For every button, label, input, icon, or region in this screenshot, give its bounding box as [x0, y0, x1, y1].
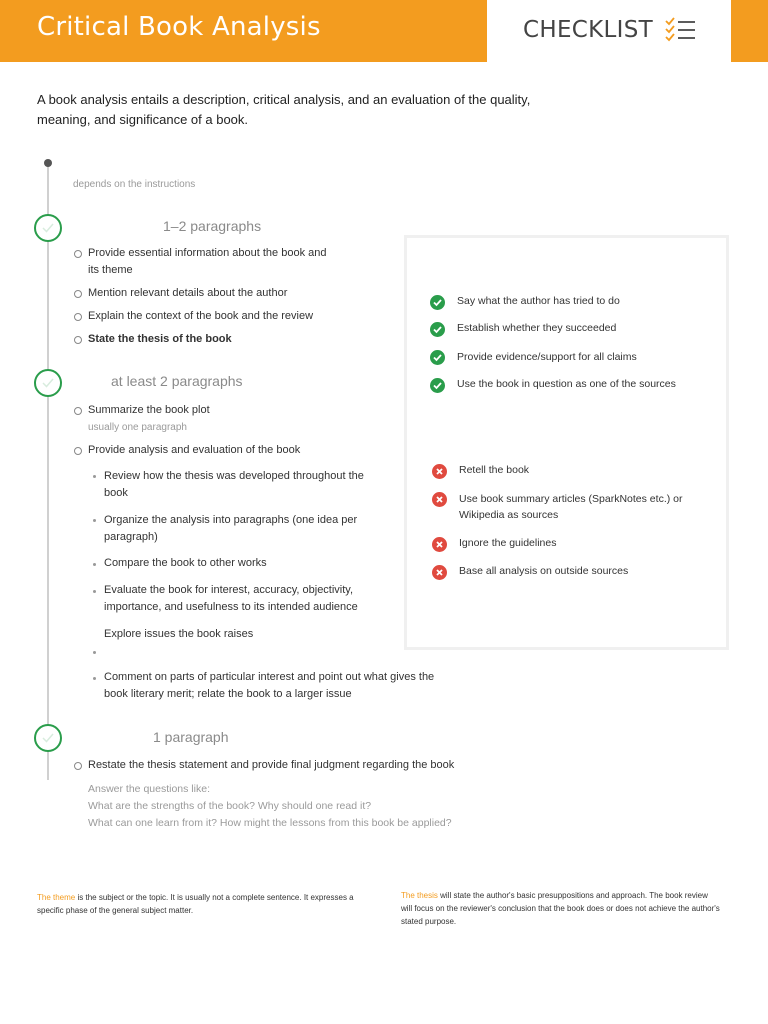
sub-list-item: Explore issues the book raises	[104, 628, 254, 640]
donts-item: Use book summary articles (SparkNotes etc.) or Wikipedia as sources	[459, 493, 683, 521]
footnote-thesis	[401, 889, 721, 928]
dos-item: Provide evidence/support for all claims	[457, 351, 637, 363]
list-item: Provide essential information about the book and its theme	[88, 247, 327, 276]
timeline-line	[47, 163, 49, 780]
dos-item: Use the book in question as one of the sources	[457, 378, 676, 390]
bullet-icon	[93, 677, 96, 680]
ring-icon	[74, 407, 82, 415]
ring-icon	[74, 250, 82, 258]
section-label-body: at least 2 paragraphs	[111, 373, 243, 389]
cross-circle-icon	[432, 464, 447, 479]
checklist-box	[487, 0, 731, 62]
checklist-label: CHECKLIST	[523, 17, 653, 43]
sub-list-item: Organize the analysis into paragraphs (one idea per paragraph)	[104, 514, 358, 543]
sub-list-item: Review how the thesis was developed throughout the book	[104, 470, 364, 499]
sub-list-item: Comment on parts of particular interest and point out what gives the book literary merit; relate the book to a larger issue	[104, 671, 435, 700]
timeline-start-dot	[44, 159, 52, 167]
check-circle-icon	[430, 378, 445, 393]
bullet-icon	[93, 590, 96, 593]
intro-text: A book analysis entails a description, critical analysis, and an evaluation of the quality, meaning, and significance of a book.	[37, 92, 531, 127]
note-line: Answer the questions like:	[88, 783, 210, 795]
list-item: Summarize the book plot	[88, 404, 210, 416]
bullet-icon	[93, 519, 96, 522]
bullet-icon	[93, 475, 96, 478]
footnote-text: is the subject or the topic. It is usually not a complete sentence. It expresses a specific phase of the general subject matter.	[37, 893, 354, 915]
dos-item: Establish whether they succeeded	[457, 322, 617, 334]
footnote-term: The theme	[37, 893, 76, 902]
cross-circle-icon	[432, 565, 447, 580]
donts-item: Retell the book	[459, 464, 530, 476]
footnote-term: The thesis	[401, 891, 438, 900]
item-note: usually one paragraph	[88, 422, 187, 433]
ring-icon	[74, 336, 82, 344]
check-circle-icon	[430, 350, 445, 365]
dos-item: Say what the author has tried to do	[457, 295, 620, 307]
page-title: Critical Book Analysis	[37, 12, 321, 42]
header-bar	[0, 0, 768, 62]
cross-circle-icon	[432, 492, 447, 507]
cross-circle-icon	[432, 537, 447, 552]
sub-list-item: Compare the book to other works	[104, 557, 267, 569]
bullet-icon	[93, 651, 96, 654]
footnote-theme	[37, 891, 377, 917]
sub-list-item: Evaluate the book for interest, accuracy, objectivity, importance, and usefulness to its intended audience	[104, 584, 358, 613]
section-label-conclusion: 1 paragraph	[153, 729, 229, 745]
ring-icon	[74, 290, 82, 298]
ring-icon	[74, 447, 82, 455]
donts-item: Base all analysis on outside sources	[459, 565, 629, 577]
stage-check-icon	[34, 214, 62, 242]
checklist-icon	[665, 17, 697, 43]
ring-icon	[74, 313, 82, 321]
list-item: Mention relevant details about the author	[88, 287, 288, 299]
stage-check-icon	[34, 724, 62, 752]
stage-check-icon	[34, 369, 62, 397]
ring-icon	[74, 762, 82, 770]
list-item: Provide analysis and evaluation of the book	[88, 444, 301, 456]
footnote-text: will state the author's basic presuppositions and approach. The book review will focus on the reviewer's conclusion that the book does or does not achieve the author's stated purpose.	[401, 891, 720, 926]
list-item: Restate the thesis statement and provide final judgment regarding the book	[88, 759, 455, 771]
section-label-intro: 1–2 paragraphs	[163, 218, 262, 234]
top-note: depends on the instructions	[73, 179, 196, 190]
bullet-icon	[93, 563, 96, 566]
donts-item: Ignore the guidelines	[459, 537, 557, 549]
list-item: Explain the context of the book and the review	[88, 310, 314, 322]
note-line: What can one learn from it? How might the lessons from this book be applied?	[88, 817, 452, 829]
check-circle-icon	[430, 322, 445, 337]
note-line: What are the strengths of the book? Why should one read it?	[88, 800, 372, 812]
check-circle-icon	[430, 295, 445, 310]
list-item-thesis: State the thesis of the book	[88, 333, 232, 345]
